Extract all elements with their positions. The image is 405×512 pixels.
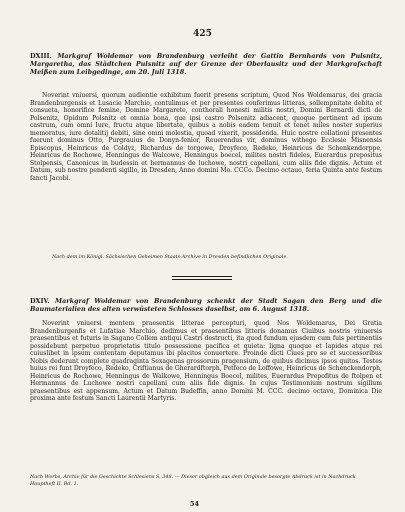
section-divider-second bbox=[172, 279, 232, 280]
document-dxiii-body bbox=[30, 92, 382, 183]
document-heading bbox=[30, 52, 382, 77]
footer-volume-line: Hauptheft II. Bd. 1. bbox=[30, 481, 79, 487]
document-heading bbox=[30, 297, 382, 313]
document-text: Noverint vniuersi, quorum audientie exhibitum fuerit presens scriptum, Quod Nos Woldemarus, dei gracia Brandenburgensis et Lusacie Marchio, contulimus et per presentes conferimus litteras, sollempnitate debita et consueta, honorifice femine, Domine Margarete, conthorali honesti militis nostri, Domini Bernardi dicti de Polsenitz, Opidum Polsnitz et omnia bona, que ipsi castro Polsenitz adiacent, quoque pertinent ad ipsum castrum, cum omni Iure, fructu atque libertate, quibus a nobis eadem tenuit et tenet miles noster superius memoratus, iure dotalitij debiti, sine omni molestia, quoad vixerit, possidenda. Huic nostre collationi presentes fuerunt dominus Otto, Purgrauius de Donyn-fenior, Reuerendus vir, dominus withego Ecclesie Misnensis Episcopus, Heinricus de Coldyz, Richardus de torgowe, Droyfeco, Redeko, Heinricus de Schenkendorppe, Heinricus de Rochowe, Henningus de Walcowe, Henningus boecel, milites nostri fideles, Euerardus prepositus Stolpensis, Canonicus in budessin et hermannus de luchowe, nostri capellani, cum aliis fide dignis. Actum et Datum, sub nostro pendenti sigillo, in Dresden, Anno domini Mo. CCCo. Decimo octauo, feria Quinta ante festum fancti Jacobi. bbox=[30, 92, 382, 183]
document-dxiii bbox=[30, 52, 382, 77]
source-note: Nach dem im Königl. Sächsischen Geheimen Staats-Archive in Dresden befindlichen Originale. bbox=[52, 254, 288, 260]
document-number: DXIV. bbox=[30, 297, 50, 305]
document-dxiii-note bbox=[30, 254, 382, 260]
page-footer bbox=[30, 474, 382, 488]
document-heading-text: Markgraf Woldemar von Brandenburg verleiht der Gattin Bernhards von Pulsnitz, Margaretha, das Städtchen Pulsnitz auf der Grenze der Oberlausitz und der Markgrafschaft Meißen zum Leibgedinge, am 20. Juli 1318. bbox=[30, 52, 382, 77]
document-dxiv-body bbox=[30, 320, 382, 403]
document-number: DXIII. bbox=[30, 52, 52, 60]
document-text: Noverint vniuersi mentem praesentis litterae percepturi, quod Nos Woldemarus, Dei Gratia Brandenburgenfis et Lufatiae Marchio, dedimus et praesentibus litteris donamus Ciuibus nostris vniuersis praesentibus et futuris in Sagano Collem antiqui Castri destructi, ita quod fundum ejusdem cum fuis pertinentiis possidebunt perpetuo proprietatis titulo possessione pacifica et quieta: ligna quoque et lapides atque rei cuiuslibet in ipsum contentam deputamus ibi placitos conuertere. Proinde dicti Ciues pro se et successoribus Nobis dederunt complete quadraginta Sexagenas grossorum pragensium, de quibus dicimus ipsos quitos. Testes huius rei funt Droyfeco, Redeko, Criftianus de Gherardftorph, Petfeco de Loffowe, Heinricus de Schenckendorph, Heinricus de Rochowe, Henningus de Walkowe, Henningus Boecel, milites, Euerardus Prepofitus de ftolpen et Hermannus de Luchowe nostri capellani cum aliis fide dignis. In cujus Testimonium nostrum sigillum praesentibus est appensum. Actum et Datum Budeffin, anno Domini M. CCC. decimo octavo, Dominica Die proxima ante festum Sancti Laurentii Martyris. bbox=[30, 320, 382, 403]
section-divider bbox=[172, 276, 232, 277]
signature-mark: 54 bbox=[190, 500, 200, 508]
document-heading-text: Markgraf Woldemar von Brandenburg schenkt der Stadt Sagan den Berg und die Baumaterialien des alten verwüsteten Schlosses daselbst, am 6. August 1318. bbox=[30, 297, 382, 314]
footer-source-line: Nach Worbs, Archiv für die Geschichte Schlesiens S. 348. — Dieser obgleich aus dem Originale besorgte Abdruck ist in Nachdruck bbox=[30, 474, 356, 480]
document-dxiv bbox=[30, 297, 382, 313]
page-number: 425 bbox=[193, 29, 212, 39]
